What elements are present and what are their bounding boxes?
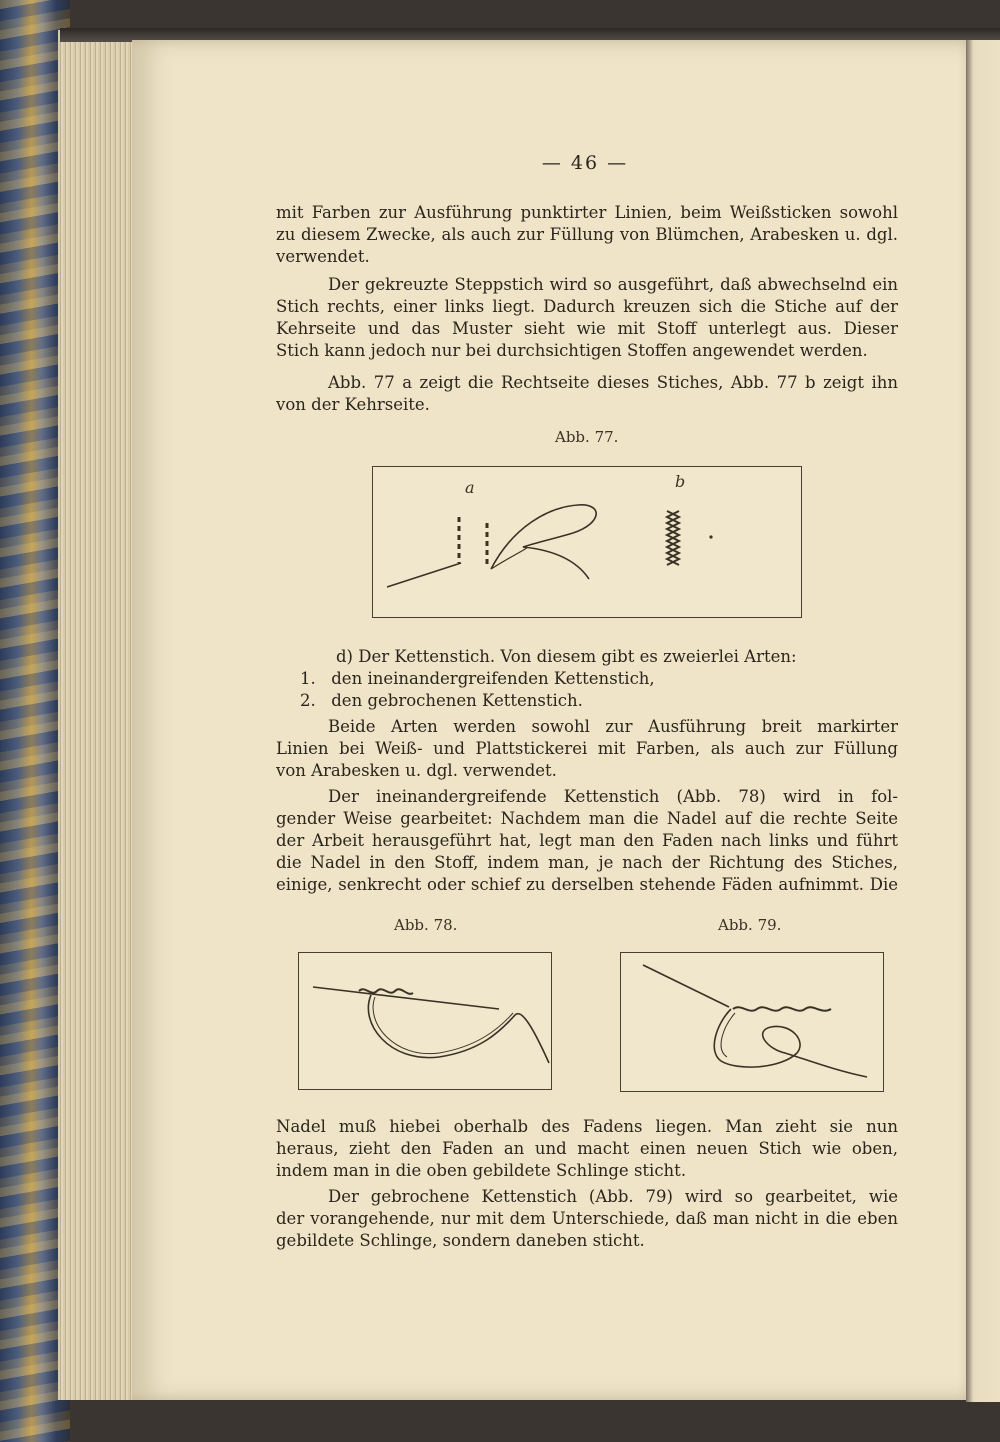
list-text: den gebrochenen Kettenstich. bbox=[331, 691, 583, 710]
text-line: Stich rechts, einer links liegt. Dadurch kreuzen sich die Stiche auf der bbox=[276, 297, 898, 316]
text-line: Der gebrochene Kettenstich (Abb. 79) wird so gearbeitet, wie bbox=[328, 1187, 898, 1206]
text-line: Kehrseite und das Muster sieht wie mit Stoff unterlegt aus. Dieser bbox=[276, 319, 898, 338]
facing-page-edge bbox=[966, 40, 1000, 1402]
paragraph-2 bbox=[276, 274, 898, 362]
fig77-illustration bbox=[373, 467, 801, 617]
text-line: einige, senkrecht oder schief zu derselben stehende Fäden aufnimmt. Die bbox=[276, 875, 898, 894]
paragraph-7 bbox=[276, 1186, 898, 1252]
fig79-illustration bbox=[621, 953, 883, 1091]
paragraph-5 bbox=[276, 786, 898, 896]
text-line: die Nadel in den Stoff, indem man, je nach der Richtung des Stiches, bbox=[276, 853, 898, 872]
list-number: 2. bbox=[300, 691, 316, 710]
list-item bbox=[276, 690, 898, 712]
text-line: zu diesem Zwecke, als auch zur Füllung von Blümchen, Arabesken u. dgl. bbox=[276, 225, 898, 244]
fig78-illustration bbox=[299, 953, 551, 1089]
text-line: mit Farben zur Ausführung punktirter Linien, beim Weißsticken sowohl bbox=[276, 203, 898, 222]
paragraph-1 bbox=[276, 202, 898, 268]
fig77-caption: Abb. 77. bbox=[555, 428, 619, 446]
text-line: Linien bei Weiß- und Plattstickerei mit Farben, als auch zur Füllung bbox=[276, 739, 898, 758]
paragraph-3 bbox=[276, 372, 898, 416]
page-edges bbox=[58, 30, 143, 1400]
paragraph-6 bbox=[276, 1116, 898, 1182]
text-line: gender Weise gearbeitet: Nachdem man die Nadel auf die rechte Seite bbox=[276, 809, 898, 828]
text-line: indem man in die oben gebildete Schlinge sticht. bbox=[276, 1161, 687, 1180]
fig79-caption: Abb. 79. bbox=[718, 916, 782, 934]
text-line: Abb. 77 a zeigt die Rechtseite dieses Stiches, Abb. 77 b zeigt ihn bbox=[328, 373, 898, 392]
list-number: 1. bbox=[300, 669, 316, 688]
list-item bbox=[276, 668, 898, 690]
figure-77 bbox=[372, 466, 802, 618]
fig78-caption: Abb. 78. bbox=[394, 916, 458, 934]
text-line: verwendet. bbox=[276, 247, 370, 266]
figure-78 bbox=[298, 952, 552, 1090]
page-number: — 46 — bbox=[541, 152, 629, 174]
list-text: den ineinandergreifenden Kettenstich, bbox=[331, 669, 655, 688]
text-line: Stich kann jedoch nur bei durchsichtigen Stoffen angewendet werden. bbox=[276, 341, 868, 360]
paragraph-4 bbox=[276, 716, 898, 782]
text-line: Beide Arten werden sowohl zur Ausführung breit markirter bbox=[328, 717, 898, 736]
text-line: der Arbeit herausgeführt hat, legt man den Faden nach links und führt bbox=[276, 831, 898, 850]
fig77-label-a: a bbox=[465, 478, 475, 497]
text-line: von Arabesken u. dgl. verwendet. bbox=[276, 761, 557, 780]
text-line: der vorangehende, nur mit dem Unterschiede, daß man nicht in die eben bbox=[276, 1209, 898, 1228]
text-line: Nadel muß hiebei oberhalb des Fadens liegen. Man zieht sie nun bbox=[276, 1117, 898, 1136]
fig77-label-b: b bbox=[675, 472, 686, 491]
text-line: gebildete Schlinge, sondern daneben sticht. bbox=[276, 1231, 645, 1250]
stitch-list bbox=[276, 668, 898, 712]
section-d-heading: d) Der Kettenstich. Von diesem gibt es zweierlei Arten: bbox=[336, 647, 797, 666]
text-line: von der Kehrseite. bbox=[276, 395, 430, 414]
text-line: heraus, zieht den Faden an und macht einen neuen Stich wie oben, bbox=[276, 1139, 898, 1158]
section-d bbox=[276, 646, 898, 668]
text-line: Der ineinandergreifende Kettenstich (Abb. 78) wird in fol- bbox=[328, 787, 898, 806]
text-line: Der gekreuzte Steppstich wird so ausgeführt, daß abwechselnd ein bbox=[328, 275, 898, 294]
figure-79 bbox=[620, 952, 884, 1092]
